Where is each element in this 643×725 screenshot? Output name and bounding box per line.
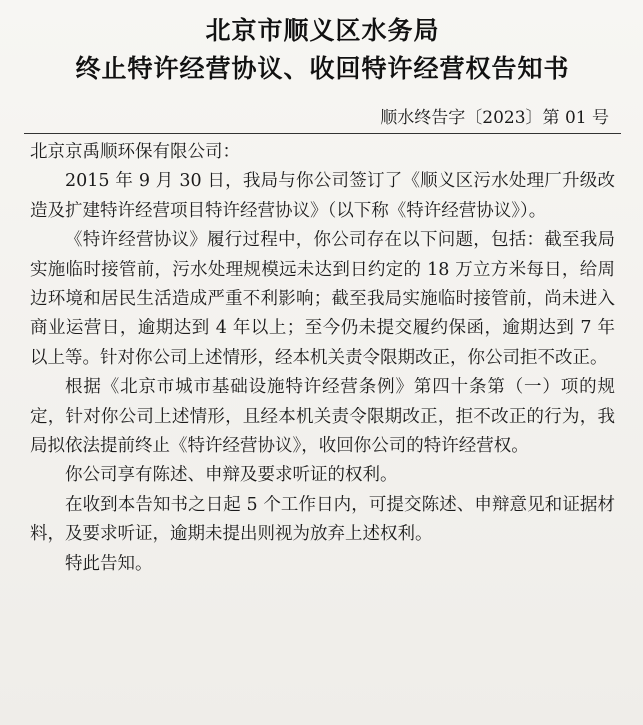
closing-line: 特此告知。 (65, 553, 153, 574)
notice-title-line1: 北京市顺义区水务局 (205, 16, 440, 45)
paragraph-problems: 《特许经营协议》履行过程中，你公司存在以下问题，包括：截至我局实施临时接管前，污水处理规模远未达到日约定的 18 万立方米每日，给周边环境和居民生活造成严重不利影响；截至我局实施临时接管前，尚未进入商业运营日，逾期达到 4 年以上；至今仍未提交履约保函，逾期达到 7 年以上等。针对你公司上述情形，经本机关责令限期改正，你公司拒不改正。 (30, 230, 615, 368)
paragraph-rights: 你公司享有陈述、申辩及要求听证的权利。 (65, 465, 398, 486)
paragraph-agreement: 2015 年 9 月 30 日，我局与你公司签订了《顺义区污水处理厂升级改造及扩建特许经营项目特许经营协议》（以下称《特许经营协议》）。 (30, 171, 616, 221)
notice-body (30, 138, 615, 579)
header-divider (24, 133, 621, 134)
paragraph-deadline: 在收到本告知书之日起 5 个工作日内，可提交陈述、申辩意见和证据材料，及要求听证，逾期未提出则视为放弃上述权利。 (30, 494, 615, 545)
notice-title-line2: 终止特许经营协议、收回特许经营权告知书 (75, 54, 570, 83)
document-number: 顺水终告字〔2023〕第 01 号 (380, 108, 609, 128)
salutation: 北京京禹顺环保有限公司： (30, 142, 240, 162)
paragraph-legal-basis: 根据《北京市城市基础设施特许经营条例》第四十条第（一）项的规定，针对你公司上述情形，且经本机关责令限期改正，拒不改正的行为，我局拟依法提前终止《特许经营协议》，收回你公司的特许经营权。 (30, 377, 615, 457)
